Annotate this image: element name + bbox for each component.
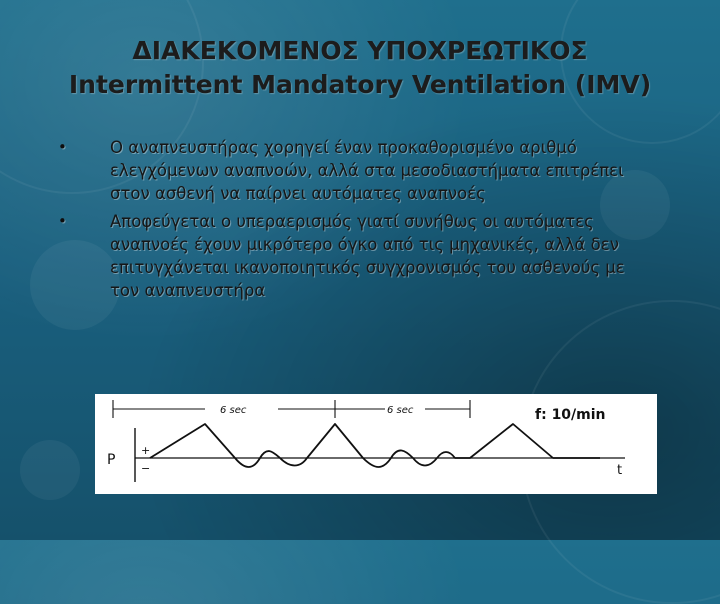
bullet-item <box>58 210 658 302</box>
minus-sign: − <box>141 462 151 475</box>
interval-label-1: 6 sec <box>220 405 247 416</box>
bullet-text: Αποφεύγεται ο υπεραερισμός γιατί συνήθως οι αυτόματες αναπνοές έχουν μικρότερο όγκο από τις μηχανικές, αλλά δεν επιτυγχάνεται ικανοποιητικός συγχρονισμός του ασθενούς με τον αναπνευστήρα <box>110 212 625 300</box>
bullet-marker: • <box>58 138 67 156</box>
plus-sign: + <box>141 444 151 457</box>
title-english: Intermittent Mandatory Ventilation (IMV) <box>68 70 652 99</box>
bullet-marker: • <box>58 212 67 230</box>
waveform-drawing <box>95 394 657 494</box>
title-greek: ΔΙΑΚΕΚΟΜΕΝΟΣ ΥΠΟΧΡΕΩΤΙΚΟΣ <box>132 36 588 65</box>
bullet-text: Ο αναπνευστήρας χορηγεί έναν προκαθορισμένο αριθμό ελεγχόμενων αναπνοών, αλλά στα μεσοδιαστήματα επιτρέπει στον ασθενή να παίρνει αυτόματες αναπνοές <box>110 138 624 203</box>
pressure-waveform-figure <box>95 394 657 494</box>
bullet-item <box>58 136 658 205</box>
bullet-list <box>58 136 658 307</box>
interval-label-2: 6 sec <box>387 405 414 416</box>
pressure-trace <box>150 424 600 467</box>
y-axis-label: P <box>107 452 116 468</box>
slide-title <box>20 34 700 102</box>
frequency-label: f: 10/min <box>535 407 606 423</box>
x-axis-label: t <box>617 463 623 478</box>
